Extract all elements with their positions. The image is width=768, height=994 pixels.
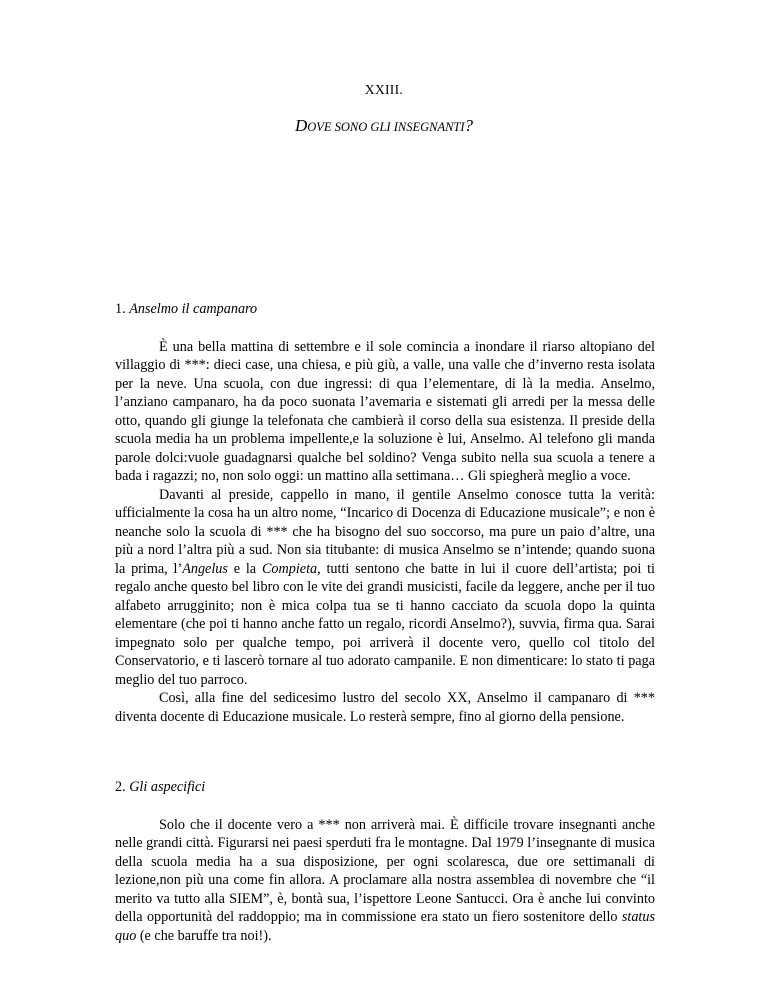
section-title: Anselmo il campanaro <box>129 301 258 317</box>
paragraph <box>115 486 655 690</box>
paragraph-text: e la <box>227 560 262 577</box>
italic-term-angelus: Angelus <box>182 560 228 577</box>
chapter-title-rest: OVE SONO GLI INSEGNANTI <box>307 120 465 134</box>
paragraph <box>115 816 655 946</box>
paragraph-text: (e che baruffe tra noi!). <box>136 927 272 944</box>
paragraph-text: Solo che il docente vero a *** non arriverà mai. È difficile trovare insegnanti anche nelle grandi città. Figurarsi nei paesi sperduti fra le montagne. Dal 1979 l’insegnante di musica della scuola media ha a sua disposizione, per ogni scolaresca, due ore settimanali di lezione,non più una come fin allora. A proclamare alla nostra assemblea di novembre che “il merito va tutto alla SIEM”, è, bontà sua, l’ispettore Leone Santucci. Ora è anche lui convinto della opportunità del raddoppio; ma in commissione era stato un fiero sostenitore dello <box>115 816 655 925</box>
paragraph: Così, alla fine del sedicesimo lustro del secolo XX, Anselmo il campanaro di *** diventa docente di Educazione musicale. Lo resterà sempre, fino al giorno della pensione. <box>115 690 655 725</box>
paragraph-text: , tutti sentono che batte in lui il cuore dell’artista; poi ti regalo anche questo bel libro con le vite dei grandi musicisti, facile da leggere, anche per il tuo alfabeto arrugginito; non è mica colpa tua se ti hanno cacciato da scuola dopo la quinta elementare (che poi ti hanno anche fatto un regalo, ricordi Anselmo?), suvvia, firma qua. Sarai impegnato solo per qualche tempo, poi arriverà il docente vero, quello col titolo del Conservatorio, e ti lascerò tornare al tuo adorato campanile. E non dimenticare: lo stato ti paga meglio del tuo parroco. <box>115 560 655 688</box>
chapter-title-end: ? <box>464 116 474 135</box>
section-title: Gli aspecifici <box>129 779 206 795</box>
chapter-title <box>0 116 768 136</box>
section-anselmo <box>115 300 655 726</box>
paragraph: È una bella mattina di settembre e il sole comincia a inondare il riarso altopiano del villaggio di ***: dieci case, una chiesa, e più giù, a valle, una valle che d’inverno resta isolata per la neve. Una scuola, con due ingressi: di qua l’elementare, di là la media. Anselmo, l’anziano campanaro, ha da poco suonata l’avemaria e sistemati gli arredi per la messa delle otto, quando gli giunge la telefonata che cambierà il corso della sua esistenza. Il preside della scuola media ha un problema impellente,e la soluzione è lui, Anselmo. Al telefono gli manda parole dolci:vuole guadagnarsi qualche bel soldino? Venga subito nella sua scuola a tenere a bada i ragazzi; no, non solo oggi: un mattino alla settimana… Gli spiegherà meglio a voce. <box>115 338 655 484</box>
section-heading <box>115 778 655 797</box>
chapter-title-initial: D <box>294 116 308 135</box>
italic-term-status-quo: status quo <box>115 909 655 944</box>
section-heading <box>115 300 655 319</box>
section-aspecifici <box>115 778 655 945</box>
chapter-number: XXIII. <box>364 82 404 97</box>
paragraph-text: Davanti al preside, cappello in mano, il gentile Anselmo conosce tutta la verità: ufficialmente la cosa ha un altro nome, “Incarico di Docenza di Educazione musicale”; e non è neanche solo la scuola di *** che ha bisogno del suo soccorso, ma pure un paio d’altre, una più a nord l’altra più a sud. Non sia titubante: di musica Anselmo se n’intende; quando suona la prima, l’ <box>115 486 655 577</box>
section-number: 2. <box>115 779 126 795</box>
section-number: 1. <box>115 301 126 317</box>
italic-term-compieta: Compieta <box>261 560 318 577</box>
